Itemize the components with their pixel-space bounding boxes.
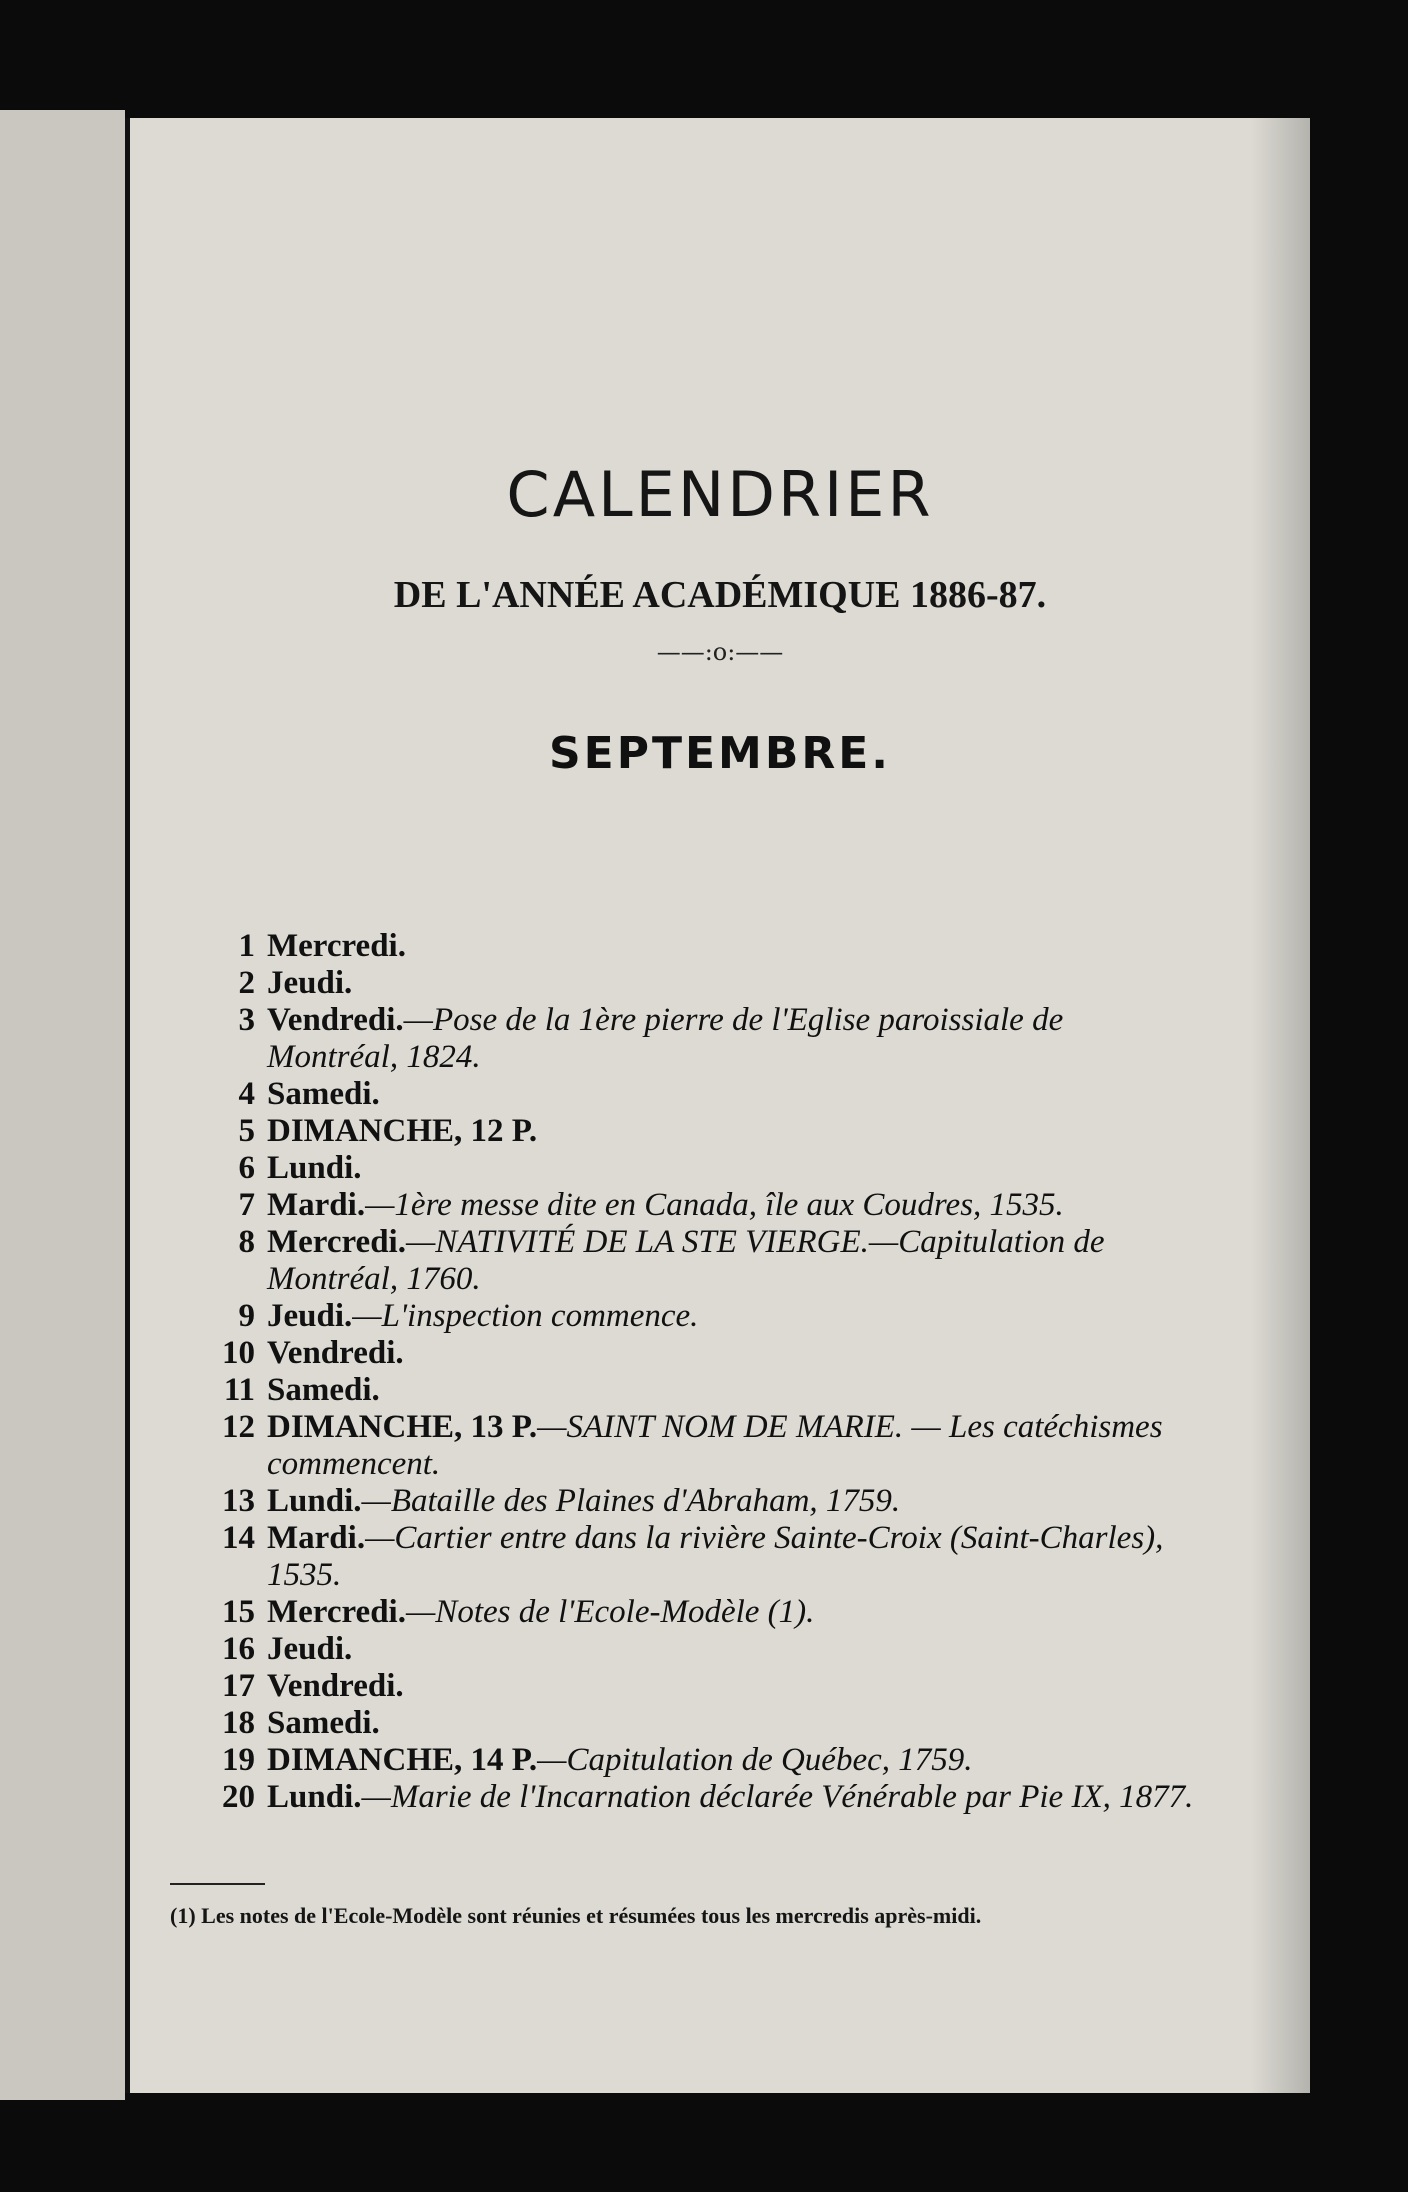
day-note: —Marie de l'Incarnation déclarée Vénérable par Pie IX, 1877.	[361, 1779, 1194, 1815]
day-label: Vendredi.	[267, 1002, 404, 1038]
day-label: Lundi.	[267, 1779, 362, 1815]
calendar-entry	[185, 1520, 1195, 1594]
calendar-entry	[185, 1298, 1195, 1335]
title-divider: ——:o:——	[656, 638, 784, 666]
day-number: 2	[238, 965, 255, 1001]
day-note: —Capitulation de Québec, 1759.	[537, 1742, 973, 1778]
day-number: 4	[238, 1076, 255, 1112]
footnote: (1) Les notes de l'Ecole-Modèle sont réunies et résumées tous les mercredis après-midi.	[170, 1903, 982, 1928]
day-number: 12	[222, 1409, 255, 1445]
day-note: —SAINT NOM DE MARIE. — Les catéchismes commencent.	[267, 1409, 1163, 1482]
calendar-entry	[185, 1150, 1195, 1187]
page-shadow	[1250, 118, 1310, 2093]
day-label: Mercredi.	[267, 928, 406, 964]
day-number: 6	[238, 1150, 255, 1186]
day-label: Vendredi.	[267, 1668, 404, 1704]
day-label: DIMANCHE, 14 P.	[267, 1742, 538, 1778]
calendar-entry	[185, 1779, 1195, 1816]
calendar-entry	[185, 1002, 1195, 1076]
day-note: —NATIVITÉ DE LA STE VIERGE.—Capitulation de Montréal, 1760.	[267, 1224, 1105, 1297]
day-label: Mercredi.	[267, 1224, 406, 1260]
day-number: 15	[222, 1594, 255, 1630]
calendar-entry	[185, 1113, 1195, 1150]
day-note: —Notes de l'Ecole-Modèle (1).	[405, 1594, 815, 1630]
day-number: 7	[238, 1187, 255, 1223]
day-label: Samedi.	[267, 1076, 380, 1112]
calendar-entry	[185, 1409, 1195, 1483]
day-label: Mercredi.	[267, 1594, 406, 1630]
day-label: Mardi.	[267, 1187, 366, 1223]
calendar-entry	[185, 1483, 1195, 1520]
day-number: 14	[222, 1520, 255, 1556]
page-title: CALENDRIER	[506, 458, 934, 531]
calendar-entry	[185, 1631, 1195, 1668]
day-number: 13	[222, 1483, 255, 1519]
day-label: Jeudi.	[267, 1298, 353, 1334]
day-note: —Bataille des Plaines d'Abraham, 1759.	[361, 1483, 901, 1519]
day-label: Samedi.	[267, 1705, 380, 1741]
day-note: —L'inspection commence.	[352, 1298, 699, 1334]
day-label: Jeudi.	[267, 1631, 353, 1667]
day-number: 3	[238, 1002, 255, 1038]
day-number: 16	[222, 1631, 255, 1667]
day-number: 17	[222, 1668, 255, 1704]
calendar-entry	[185, 1742, 1195, 1779]
day-label: DIMANCHE, 13 P.	[267, 1409, 538, 1445]
day-label: Lundi.	[267, 1150, 362, 1186]
day-label: Lundi.	[267, 1483, 362, 1519]
calendar-entry	[185, 1668, 1195, 1705]
calendar-entry	[185, 1594, 1195, 1631]
day-note: —Cartier entre dans la rivière Sainte-Croix (Saint-Charles), 1535.	[267, 1520, 1164, 1593]
calendar-entry	[185, 1187, 1195, 1224]
day-number: 19	[222, 1742, 255, 1778]
day-label: Jeudi.	[267, 965, 353, 1001]
day-label: Samedi.	[267, 1372, 380, 1408]
day-note: —Pose de la 1ère pierre de l'Eglise paroissiale de Montréal, 1824.	[267, 1002, 1064, 1075]
day-number: 11	[223, 1372, 255, 1408]
document-page	[125, 118, 1310, 2093]
day-label: DIMANCHE, 12 P.	[267, 1113, 538, 1149]
calendar-entry	[185, 928, 1195, 965]
day-number: 1	[238, 928, 255, 964]
day-label: Vendredi.	[267, 1335, 404, 1371]
calendar-entry	[185, 1224, 1195, 1298]
day-number: 18	[222, 1705, 255, 1741]
day-note: —1ère messe dite en Canada, île aux Coudres, 1535.	[365, 1187, 1064, 1223]
calendar-entry	[185, 965, 1195, 1002]
day-number: 5	[238, 1113, 255, 1149]
day-number: 10	[222, 1335, 255, 1371]
calendar-entry	[185, 1076, 1195, 1113]
footnote-rule	[170, 1883, 265, 1885]
day-number: 20	[222, 1779, 255, 1815]
day-number: 9	[238, 1298, 255, 1334]
page-subtitle: DE L'ANNÉE ACADÉMIQUE 1886-87.	[393, 574, 1047, 616]
calendar-entry	[185, 1705, 1195, 1742]
calendar-entry	[185, 1372, 1195, 1409]
calendar-entries	[185, 928, 1195, 1816]
day-label: Mardi.	[267, 1520, 366, 1556]
adjacent-page-strip	[0, 110, 125, 2100]
calendar-entry	[185, 1335, 1195, 1372]
day-number: 8	[238, 1224, 255, 1260]
month-heading: SEPTEMBRE.	[548, 728, 892, 779]
